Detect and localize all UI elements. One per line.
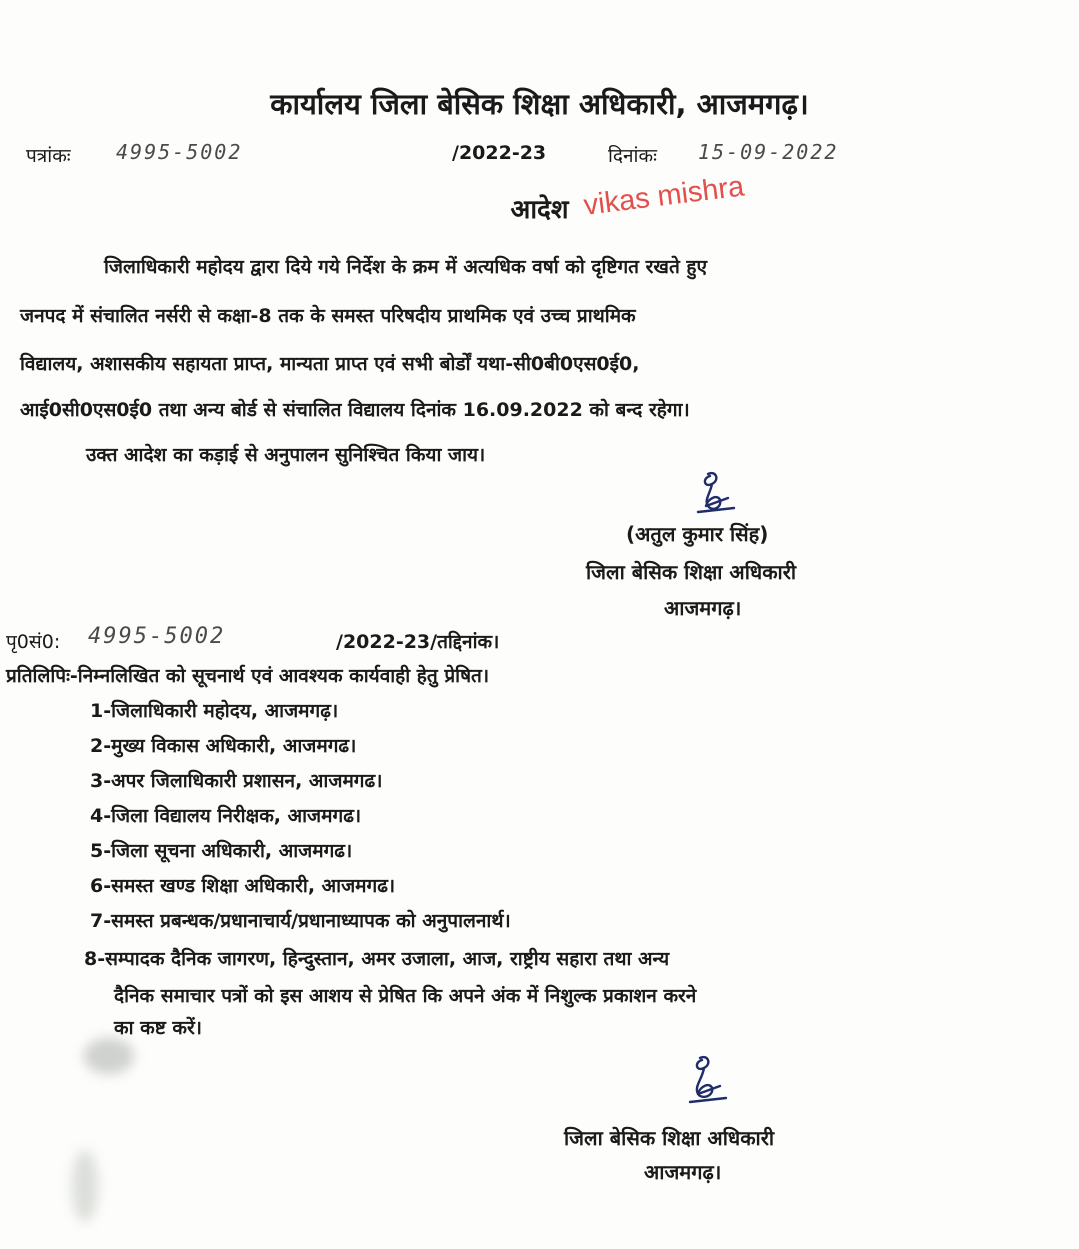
- date-handwritten: 15-09-2022: [698, 140, 839, 164]
- copy-item-4: 4-जिला विद्यालय निरीक्षक, आजमगढ।: [90, 805, 362, 827]
- scan-smudge: [72, 1150, 98, 1222]
- copy-item-1: 1-जिलाधिकारी महोदय, आजमगढ़।: [90, 700, 339, 722]
- signatory-designation: जिला बेसिक शिक्षा अधिकारी: [586, 560, 797, 584]
- signatory-2-place: आजमगढ़।: [644, 1160, 722, 1184]
- signatory-2-designation: जिला बेसिक शिक्षा अधिकारी: [564, 1126, 775, 1150]
- signatory-place: आजमगढ़।: [664, 596, 742, 620]
- copy-item-8-line-2: दैनिक समाचार पत्रों को इस आशय से प्रेषित कि अपने अंक में निशुल्क प्रकाशन करने: [114, 985, 697, 1007]
- copy-item-3: 3-अपर जिलाधिकारी प्रशासन, आजमगढ।: [90, 770, 383, 792]
- copy-heading: प्रतिलिपिः-निम्नलिखित को सूचनार्थ एवं आवश्यक कार्यवाही हेतु प्रेषित।: [6, 665, 490, 687]
- session: /2022-23: [452, 142, 547, 164]
- paragraph-line-1: जिलाधिकारी महोदय द्वारा दिये गये निर्देश के क्रम में अत्यधिक वर्षा को दृष्टिगत रखते हुए: [104, 256, 707, 278]
- ref-number-handwritten: 4995-5002: [116, 140, 243, 164]
- copy-session-date: /2022-23/तद्दिनांक।: [336, 631, 500, 653]
- copy-item-6: 6-समस्त खण्ड शिक्षा अधिकारी, आजमगढ।: [90, 875, 396, 897]
- signature-1: [686, 468, 746, 520]
- copy-ref-number-handwritten: 4995-5002: [88, 624, 226, 649]
- copy-item-8-line-3: का कष्ट करें।: [114, 1017, 202, 1039]
- office-title: कार्यालय जिला बेसिक शिक्षा अधिकारी, आजमगढ़।: [270, 87, 809, 121]
- paragraph-line-4: आई0सी0एस0ई0 तथा अन्य बोर्ड से संचालित विद्यालय दिनांक 16.09.2022 को बन्द रहेगा।: [20, 399, 690, 421]
- scan-smudge: [84, 1038, 134, 1074]
- copy-item-5: 5-जिला सूचना अधिकारी, आजमगढ।: [90, 840, 353, 862]
- signature-2: [676, 1052, 736, 1110]
- copy-item-2: 2-मुख्य विकास अधिकारी, आजमगढ।: [90, 735, 357, 757]
- copy-item-7: 7-समस्त प्रबन्धक/प्रधानाचार्य/प्रधानाध्यापक को अनुपालनार्थ।: [90, 910, 511, 932]
- watermark: vikas mishra: [581, 170, 746, 222]
- paragraph-2: उक्त आदेश का कड़ाई से अनुपालन सुनिश्चित किया जाय।: [86, 444, 486, 466]
- paragraph-line-3: विद्यालय, अशासकीय सहायता प्राप्त, मान्यता प्राप्त एवं सभी बोर्डों यथा-सी0बी0एस0ई0,: [20, 353, 640, 375]
- paragraph-line-2: जनपद में संचालित नर्सरी से कक्षा-8 तक के समस्त परिषदीय प्राथमिक एवं उच्च प्राथमिक: [20, 305, 636, 327]
- copy-ref-label: पृ0सं0:: [6, 631, 61, 653]
- signatory-name: (अतुल कुमार सिंह): [626, 522, 769, 546]
- ref-label: पत्रांकः: [26, 145, 71, 167]
- date-label: दिनांकः: [608, 145, 657, 167]
- copy-item-8-line-1: 8-सम्पादक दैनिक जागरण, हिन्दुस्तान, अमर उजाला, आज, राष्ट्रीय सहारा तथा अन्य: [84, 948, 670, 970]
- order-heading: आदेश: [510, 195, 569, 225]
